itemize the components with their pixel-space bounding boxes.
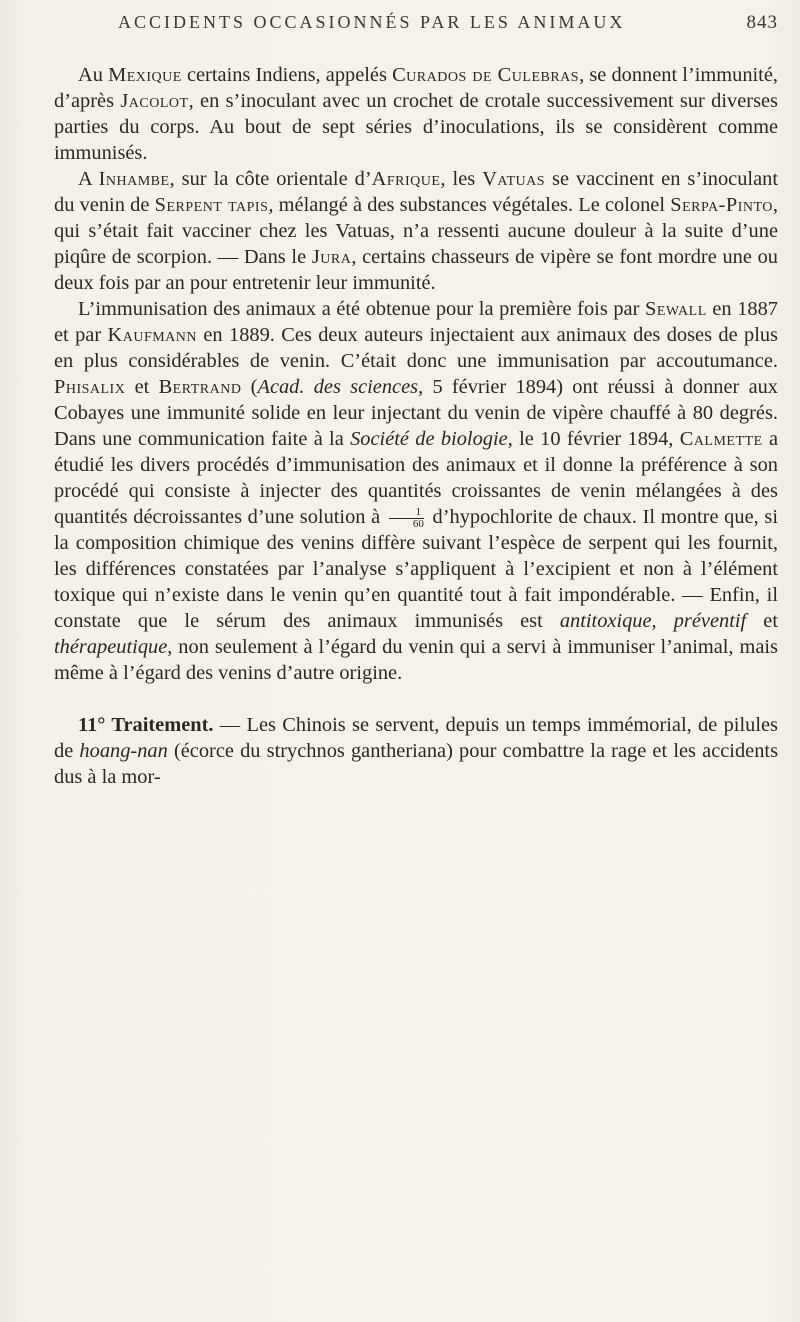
running-header xyxy=(118,12,778,42)
paragraph-mexique: Au Mexique certains Indiens, appelés Curados de Culebras, se donnent l’immunité, d’après Jacolot, en s’inoculant avec un crochet de crotale successivement sur diverses parties du corps. Au bout de sept séries d’inoculations, ils se considèrent comme immunisés. xyxy=(54,64,778,164)
paragraph-immunisation: L’immunisation des animaux a été obtenue pour la première fois par Sewall en 1887 et par Kaufmann en 1889. Ces deux auteurs injectaient aux animaux des doses de plus en plus considérables de venin. C’était donc une immunisation par accoutumance. Phisalix et Bertrand (Acad. des sciences, 5 février 1894) ont réussi à donner aux Cobayes une immunité solide en leur injectant du venin de vipère chauffé à 80 degrés. Dans une communication faite à la Société de biologie, le 10 février 1894, Calmette a étudié les divers procédés d’immunisation des animaux et il donne la préférence à son procédé qui consiste à injecter des quantités croissantes de venin mélangées à des quantités décroissantes d’une solution à $\frac{1}{60}$ d’hypochlorite de chaux. Il montre que, si la composition chimique des venins diffère suivant l’espèce de serpent qui les fournit, les différences constatées par l’analyse s’appliquent à l’excipient et non à l’élément toxique qui n’existe dans le venin qu’en quantité tout à fait impondérable. — Enfin, il constate que le sérum des animaux immunisés est antitoxique, préventif et thérapeutique, non seulement à l’égard du venin qui a servi à immuniser l’animal, mais même à l’égard des venins d’autre origine. xyxy=(54,298,779,684)
paragraph-traitement: 11° Traitement. — Les Chinois se servent, depuis un temps immémorial, de pilules de hoang-nan (écorce du strychnos gantheriana) pour combattre la rage et les accidents dus à la mor- xyxy=(54,714,779,788)
running-title: ACCIDENTS OCCASIONNÉS PAR LES ANIMAUX xyxy=(118,12,626,32)
body-text xyxy=(54,62,778,790)
page-number: 843 xyxy=(746,12,778,33)
section-heading: 11° Traitement. xyxy=(78,714,214,736)
paragraph-inhambe: A Inhambe, sur la côte orientale d’Afrique, les Vatuas se vaccinent en s’inoculant du venin de Serpent tapis, mélangé à des substances végétales. Le colonel Serpa-Pinto, qui s’était fait vacciner chez les Vatuas, n’a ressenti aucune douleur à la suite d’une piqûre de scorpion. — Dans le Jura, certains chasseurs de vipère se font mordre une ou deux fois par an pour entretenir leur immunité. xyxy=(54,168,779,294)
fraction-one-sixtieth: $\frac{1}{60}$ xyxy=(389,507,424,530)
